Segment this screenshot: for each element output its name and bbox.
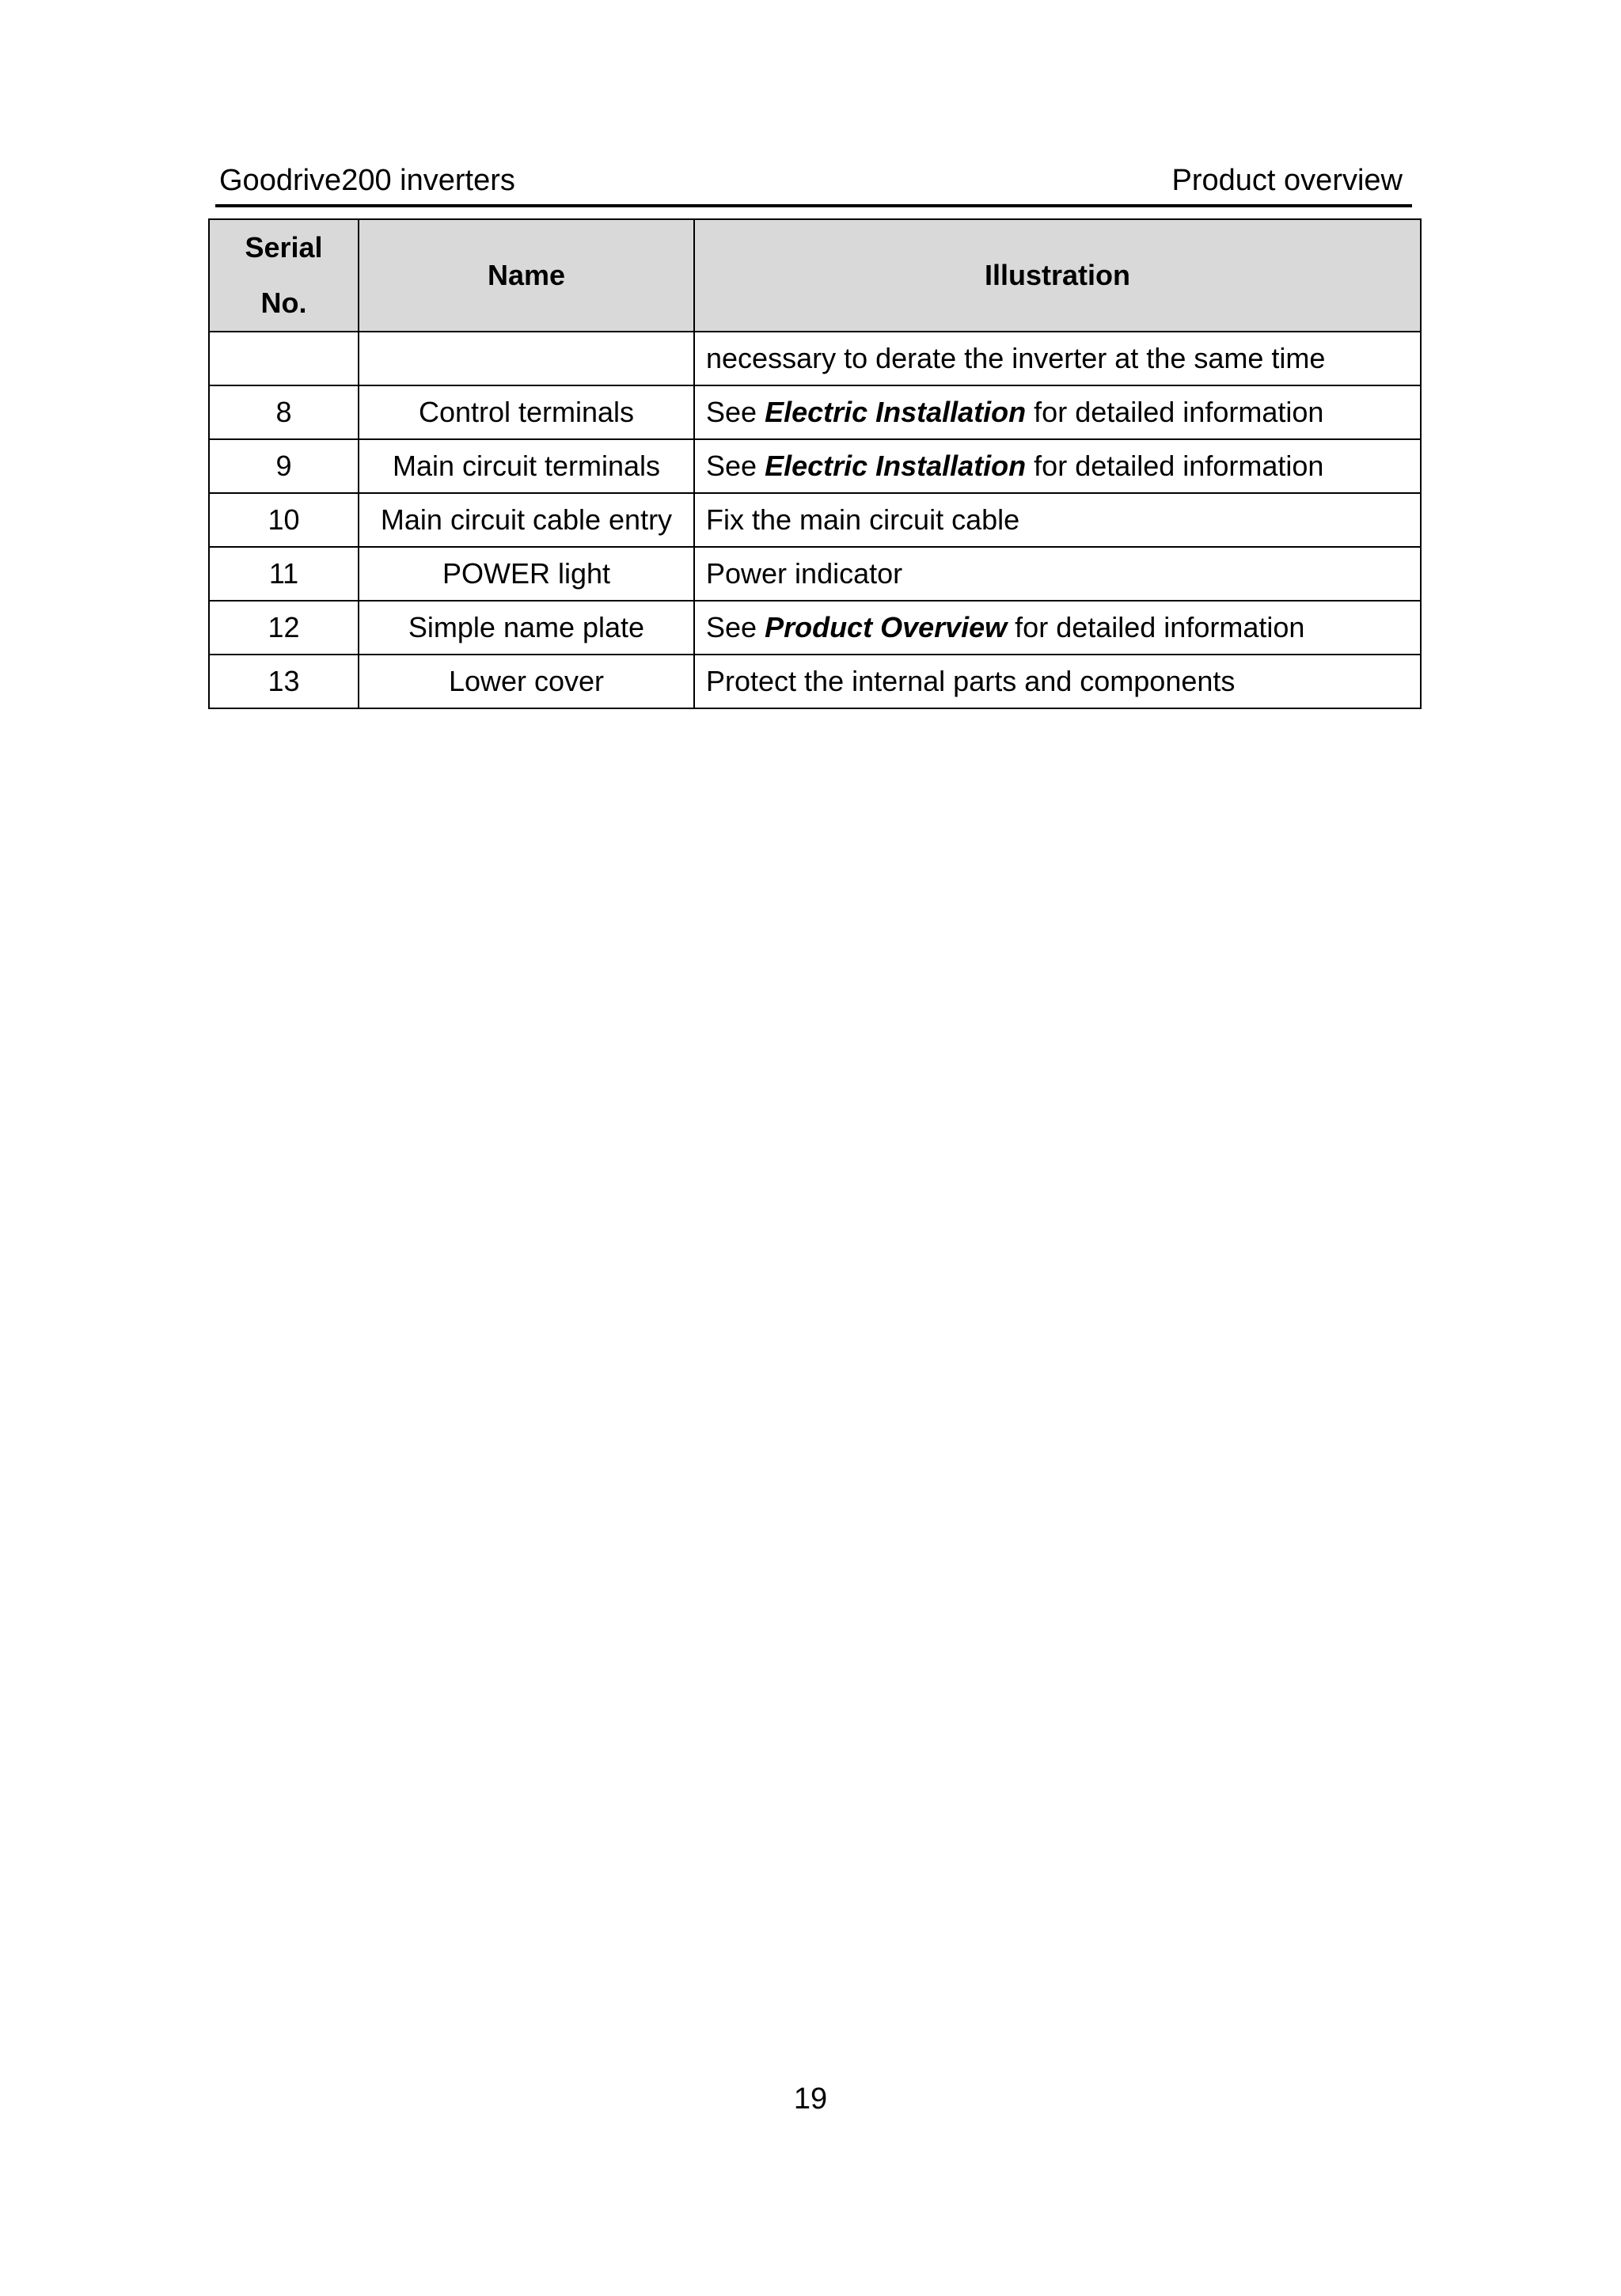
table-header-row (209, 219, 1421, 332)
serial-cell: 13 (209, 655, 359, 708)
name-cell: Control terminals (359, 385, 694, 439)
name-cell: POWER light (359, 547, 694, 601)
illustration-cell: Protect the internal parts and components (694, 655, 1421, 708)
serial-cell: 8 (209, 385, 359, 439)
illustration-cell: Fix the main circuit cable (694, 493, 1421, 547)
table-row (209, 439, 1421, 493)
column-header-serial: Serial No. (209, 219, 359, 332)
illustration-cell: Power indicator (694, 547, 1421, 601)
illustration-cell: See Electric Installation for detailed information (694, 439, 1421, 493)
serial-cell (209, 332, 359, 385)
column-header-name: Name (359, 219, 694, 332)
table-row (209, 655, 1421, 708)
serial-cell: 10 (209, 493, 359, 547)
components-table (208, 218, 1422, 709)
name-cell: Lower cover (359, 655, 694, 708)
page-number: 19 (793, 2082, 828, 2116)
name-cell: Simple name plate (359, 601, 694, 655)
table-row (209, 601, 1421, 655)
name-cell: Main circuit cable entry (359, 493, 694, 547)
serial-cell: 11 (209, 547, 359, 601)
column-header-illustration: Illustration (694, 219, 1421, 332)
document-title: Goodrive200 inverters (219, 164, 515, 197)
illustration-cell: See Electric Installation for detailed information (694, 385, 1421, 439)
section-title: Product overview (1171, 164, 1403, 197)
serial-cell: 12 (209, 601, 359, 655)
illustration-cell: See Product Overview for detailed information (694, 601, 1421, 655)
table-row (209, 547, 1421, 601)
name-cell: Main circuit terminals (359, 439, 694, 493)
table-row (209, 493, 1421, 547)
serial-cell: 9 (209, 439, 359, 493)
illustration-cell: necessary to derate the inverter at the same time (694, 332, 1421, 385)
table-row (209, 332, 1421, 385)
table-row (209, 385, 1421, 439)
page-header (215, 155, 1412, 207)
name-cell (359, 332, 694, 385)
